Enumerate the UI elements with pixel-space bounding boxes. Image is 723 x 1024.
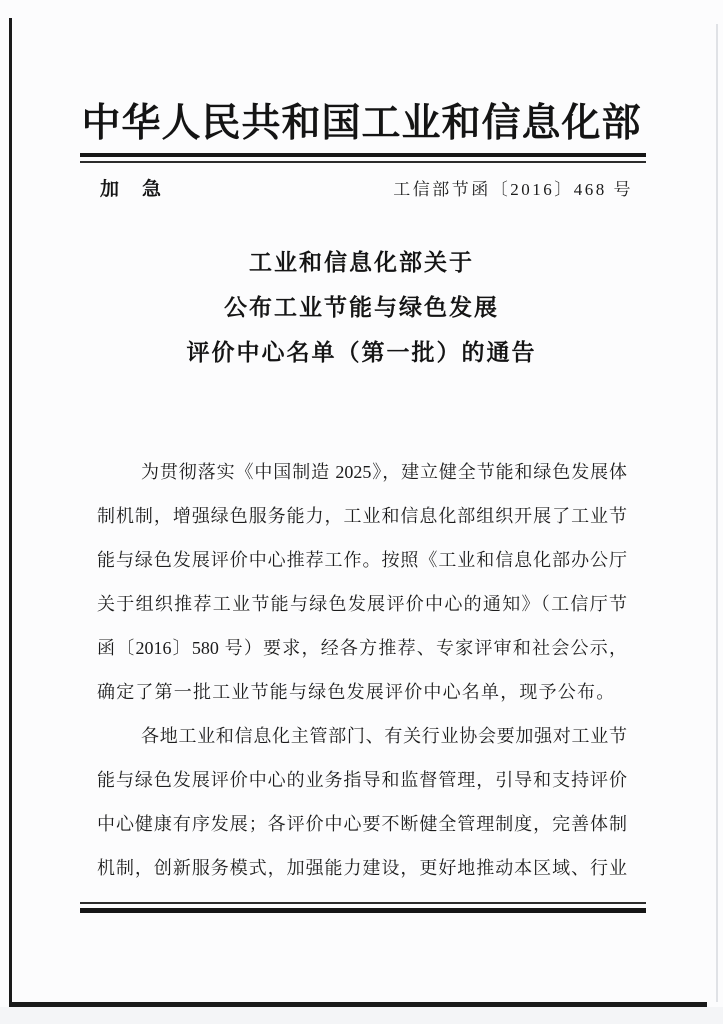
document-number: 工信部节函〔2016〕468 号	[393, 180, 633, 199]
title-line: 工业和信息化部关于	[249, 250, 474, 275]
letterhead-ministry-name: 中华人民共和国工业和信息化部	[81, 102, 642, 145]
body-line: 函〔2016〕580 号）要求，经各方推荐、专家评审和社会公示，	[97, 638, 627, 658]
body-line: 关于组织推荐工业节能与绿色发展评价中心的通知》（工信厅节	[97, 594, 627, 614]
body-line: 制机制，增强绿色服务能力，工业和信息化部组织开展了工业节	[97, 506, 627, 526]
letterhead-rule-thick	[80, 153, 646, 157]
scan-right-edge-shadow	[716, 24, 718, 1002]
scanner-background-strip	[0, 1007, 723, 1024]
document-body	[97, 450, 627, 890]
document-title	[0, 240, 723, 375]
footer-rule-thick	[80, 908, 646, 913]
body-line: 确定了第一批工业节能与绿色发展评价中心名单，现予公布。	[97, 682, 616, 702]
title-line: 公布工业节能与绿色发展	[224, 295, 499, 320]
body-line: 为贯彻落实《中国制造 2025》，建立健全节能和绿色发展体	[141, 462, 627, 482]
footer-rule-thin	[80, 902, 646, 904]
letterhead-rule-thin	[80, 161, 646, 163]
urgency-label: 加 急	[100, 179, 164, 200]
title-line: 评价中心名单（第一批）的通告	[186, 340, 537, 365]
body-line: 能与绿色发展评价中心推荐工作。按照《工业和信息化部办公厅	[97, 550, 627, 570]
body-line: 各地工业和信息化主管部门、有关行业协会要加强对工业节	[141, 726, 627, 746]
body-line: 机制，创新服务模式，加强能力建设，更好地推动本区域、行业	[97, 858, 627, 878]
body-line: 能与绿色发展评价中心的业务指导和监督管理，引导和支持评价	[97, 770, 627, 790]
body-line: 中心健康有序发展；各评价中心要不断健全管理制度，完善体制	[97, 814, 627, 834]
document-meta-row	[100, 174, 633, 201]
scan-left-edge-line	[9, 18, 12, 1007]
